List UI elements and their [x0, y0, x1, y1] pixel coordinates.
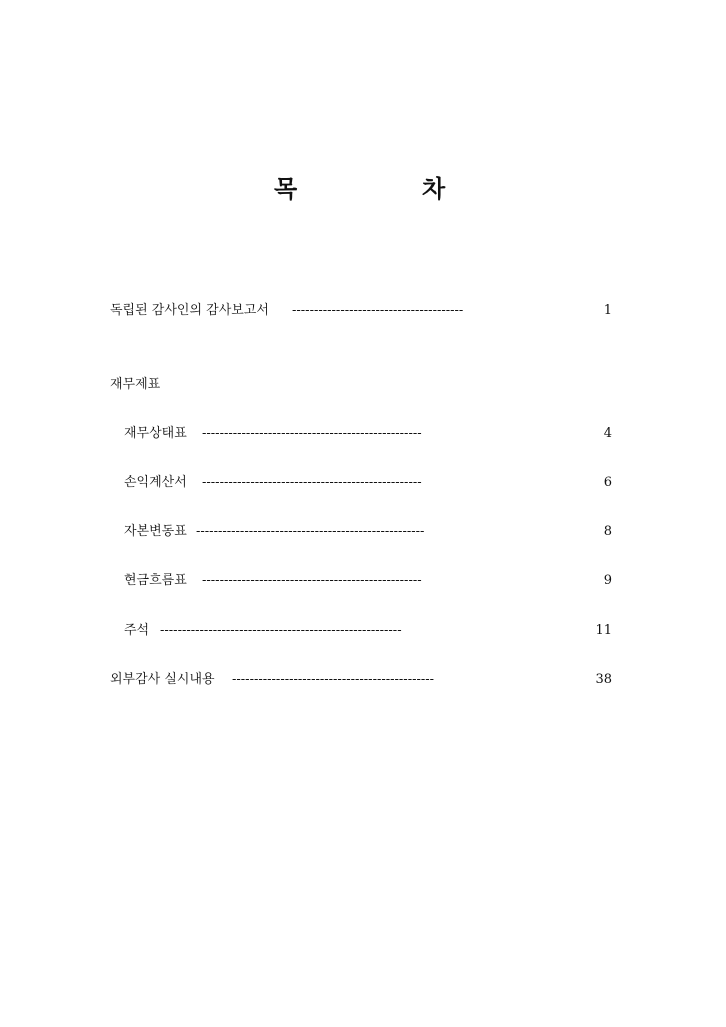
toc-entry-label: 현금흐름표 — [124, 573, 187, 588]
toc-dot-leader: ------------------------------------------------------- — [160, 623, 402, 638]
toc-title-char-1: 목 — [274, 174, 298, 203]
toc-entry-income-statement[interactable] — [0, 472, 726, 494]
toc-entry-label: 독립된 감사인의 감사보고서 — [110, 303, 269, 318]
toc-dot-leader: -------------------------------------------------- — [202, 573, 422, 588]
toc-entry-label: 재무상태표 — [124, 426, 187, 441]
toc-entry-cash-flow[interactable] — [0, 570, 726, 592]
toc-entry-label: 손익계산서 — [124, 475, 187, 490]
toc-dot-leader: -------------------------------------------------- — [202, 475, 422, 490]
toc-entry-auditor-report[interactable] — [0, 300, 726, 322]
toc-entry-page-number: 38 — [595, 672, 612, 687]
toc-entry-page-number: 1 — [603, 303, 612, 318]
toc-dot-leader: --------------------------------------- — [292, 303, 464, 318]
toc-entry-label: 자본변동표 — [124, 524, 187, 539]
toc-entry-notes[interactable] — [0, 620, 726, 642]
toc-dot-leader: ---------------------------------------------------- — [196, 524, 425, 539]
toc-entry-equity-changes[interactable] — [0, 521, 726, 543]
toc-entry-page-number: 4 — [603, 426, 612, 441]
toc-entry-external-audit[interactable] — [0, 669, 726, 691]
toc-dot-leader: -------------------------------------------------- — [202, 426, 422, 441]
toc-entry-page-number: 8 — [603, 524, 612, 539]
toc-entry-label: 외부감사 실시내용 — [110, 672, 215, 687]
toc-title — [0, 172, 726, 206]
toc-entry-balance-sheet[interactable] — [0, 423, 726, 445]
toc-title-char-2: 차 — [422, 174, 446, 203]
toc-entry-page-number: 6 — [603, 475, 612, 490]
toc-entry-label: 주석 — [124, 623, 150, 638]
toc-entry-page-number: 9 — [603, 573, 612, 588]
toc-section-financial-statements: 재무제표 — [110, 377, 161, 392]
toc-dot-leader: ---------------------------------------------- — [232, 672, 435, 687]
toc-entry-page-number: 11 — [595, 623, 612, 638]
